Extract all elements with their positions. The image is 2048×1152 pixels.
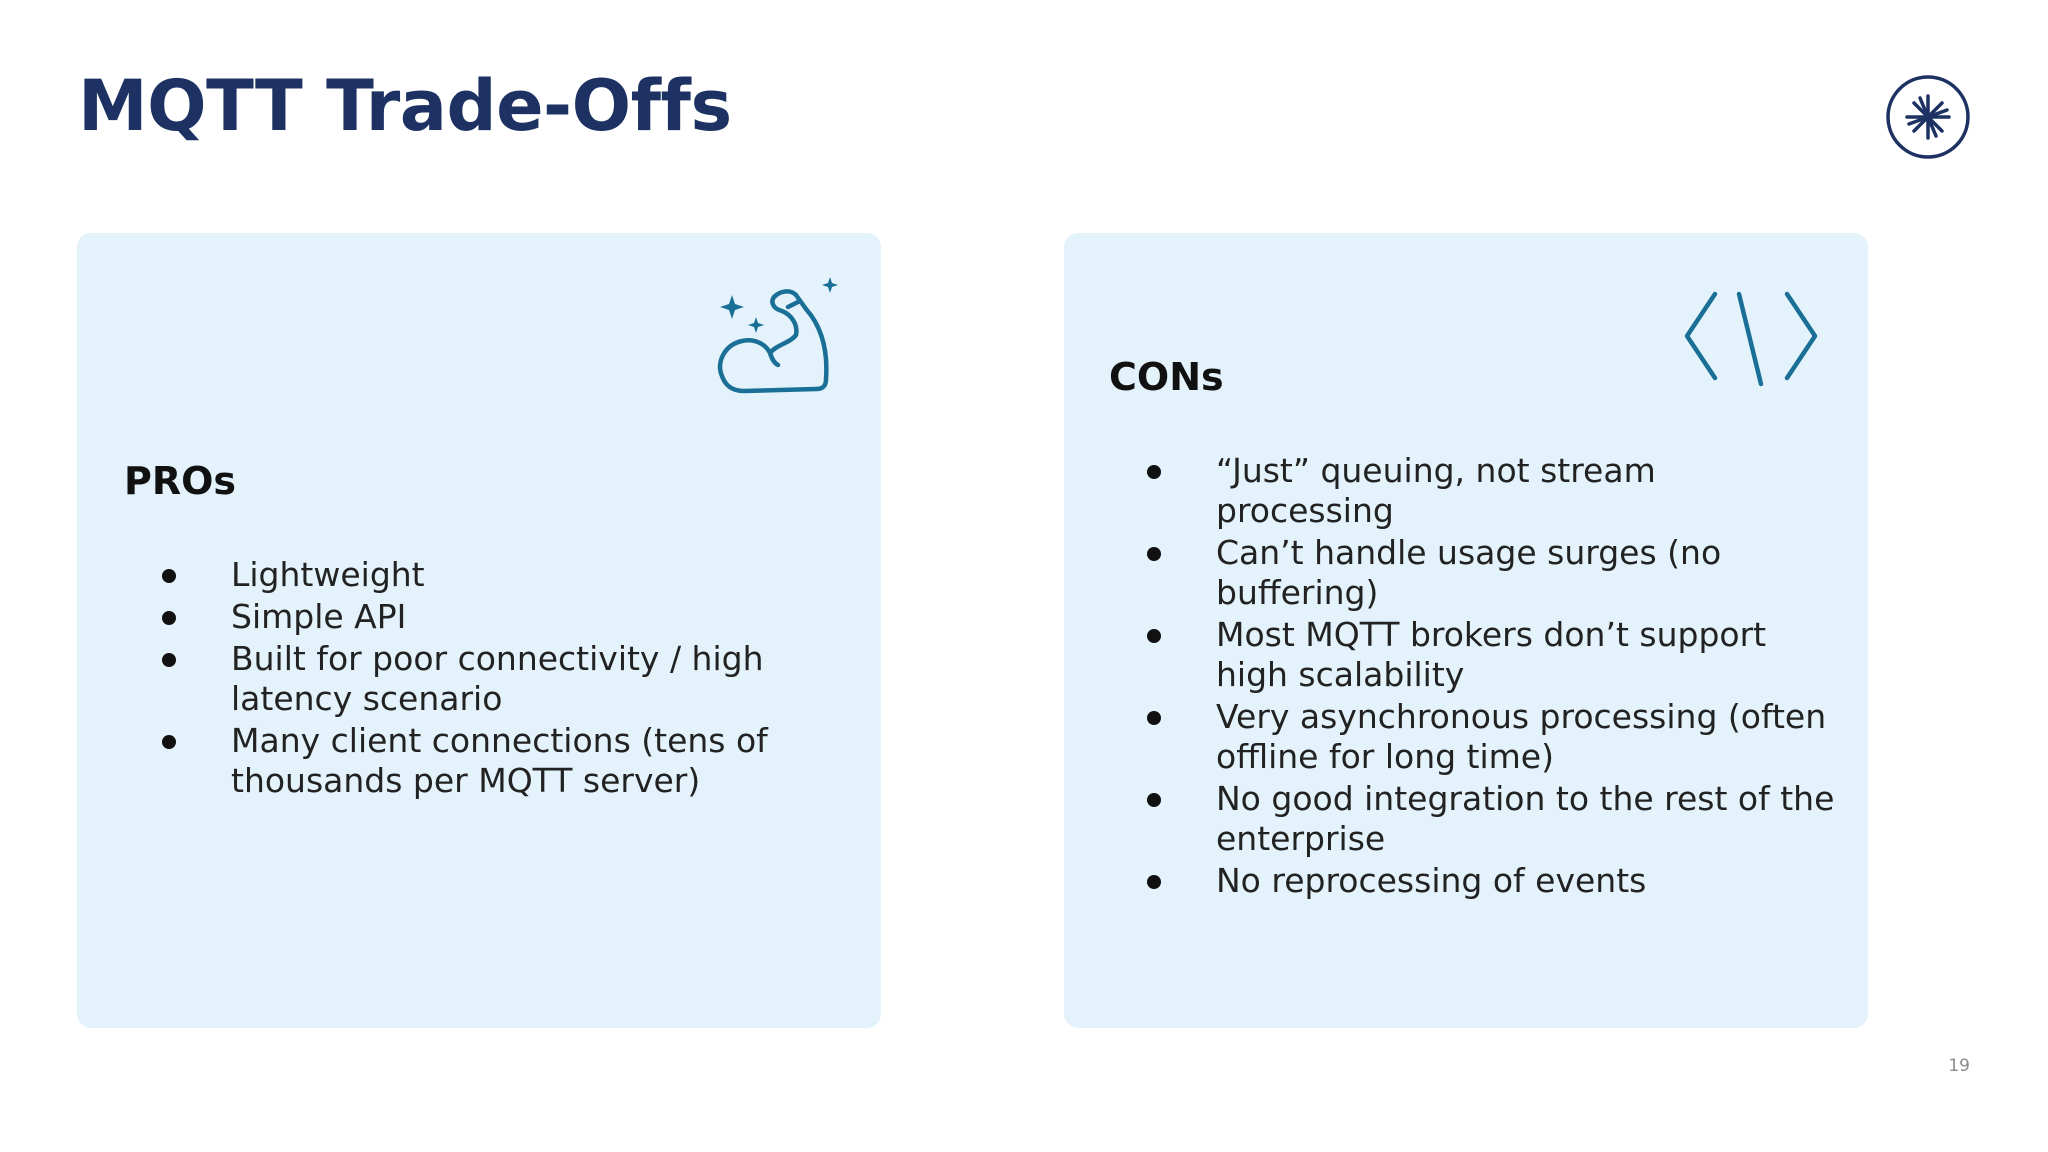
flexed-bicep-icon [710, 271, 845, 401]
pros-card [77, 233, 881, 1028]
cons-heading: CONs [1109, 355, 1224, 399]
list-item: Can’t handle usage surges (no buffering) [1144, 533, 1844, 613]
cons-list [1144, 451, 1844, 903]
list-item: “Just” queuing, not stream processing [1144, 451, 1844, 531]
list-item: No reprocessing of events [1144, 861, 1844, 901]
page-number: 19 [1948, 1056, 1970, 1076]
cons-card [1064, 233, 1868, 1028]
list-item: Simple API [159, 597, 859, 637]
pros-heading: PROs [124, 459, 237, 503]
starburst-logo-icon [1885, 74, 1971, 160]
list-item: No good integration to the rest of the enterprise [1144, 779, 1844, 859]
list-item: Very asynchronous processing (often offline for long time) [1144, 697, 1844, 777]
list-item: Many client connections (tens of thousands per MQTT server) [159, 721, 859, 801]
list-item: Lightweight [159, 555, 859, 595]
slide-title: MQTT Trade-Offs [78, 65, 732, 147]
pros-list [159, 555, 859, 803]
list-item: Most MQTT brokers don’t support high scalability [1144, 615, 1844, 695]
code-brackets-icon [1681, 288, 1824, 390]
list-item: Built for poor connectivity / high latency scenario [159, 639, 859, 719]
